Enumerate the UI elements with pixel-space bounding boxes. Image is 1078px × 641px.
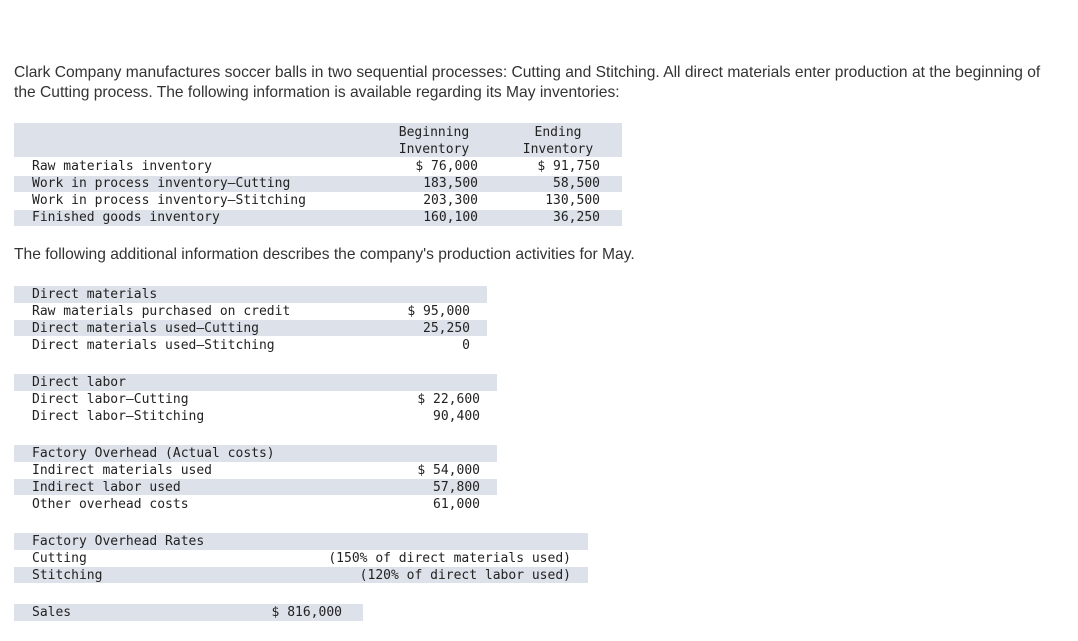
factory-overhead-row-label: Indirect materials used — [32, 463, 213, 478]
direct-labor-row-value: 90,400 — [433, 409, 480, 424]
inventory-row-ending: $ 91,750 — [537, 159, 600, 174]
direct-materials-row-label: Direct materials used—Cutting — [32, 321, 259, 336]
ending-header-line1: Ending — [534, 125, 582, 140]
direct-materials-heading: Direct materials — [32, 287, 158, 302]
overhead-rates-row-value: (120% of direct labor used) — [359, 568, 571, 583]
ending-header-line2: Inventory — [522, 142, 594, 157]
direct-labor-row-label: Direct labor—Stitching — [32, 409, 205, 424]
beginning-header-line1: Beginning — [398, 125, 470, 140]
inventory-row-ending: 58,500 — [553, 176, 600, 191]
direct-materials-row-value: 0 — [462, 338, 470, 353]
inventory-row-label: Work in process inventory—Cutting — [32, 176, 291, 191]
inventory-row-beginning: 160,100 — [423, 210, 478, 225]
beginning-header-line2: Inventory — [398, 142, 470, 157]
factory-overhead-heading: Factory Overhead (Actual costs) — [32, 446, 275, 461]
overhead-rates-row-label: Cutting — [32, 551, 87, 566]
inventory-row-label: Work in process inventory—Stitching — [32, 193, 306, 208]
inventory-row-beginning: 183,500 — [423, 176, 478, 191]
direct-labor-heading: Direct labor — [32, 375, 126, 390]
direct-materials-row-value: $ 95,000 — [407, 304, 470, 319]
inventory-row-beginning: 203,300 — [423, 193, 478, 208]
factory-overhead-row-label: Indirect labor used — [32, 480, 181, 495]
factory-overhead-row-value: 61,000 — [433, 497, 480, 512]
direct-labor-row-value: $ 22,600 — [417, 392, 480, 407]
inventory-row-ending: 130,500 — [545, 193, 600, 208]
overhead-rates-row-label: Stitching — [32, 568, 103, 583]
additional-info-paragraph: The following additional information describes the company's production activities for May. — [14, 246, 635, 263]
inventory-row-beginning: $ 76,000 — [415, 159, 478, 174]
overhead-rates-row-value: (150% of direct materials used) — [328, 551, 571, 566]
inventory-row-label: Finished goods inventory — [32, 210, 220, 225]
sales-label: Sales — [32, 605, 72, 620]
inventory-row-ending: 36,250 — [553, 210, 600, 225]
direct-materials-row-label: Direct materials used—Stitching — [32, 338, 275, 353]
inventory-row-label: Raw materials inventory — [32, 159, 213, 174]
sales-value: $ 816,000 — [271, 605, 342, 620]
factory-overhead-row-label: Other overhead costs — [32, 497, 189, 512]
direct-materials-row-label: Raw materials purchased on credit — [32, 304, 291, 319]
direct-materials-row-value: 25,250 — [423, 321, 470, 336]
overhead-rates-heading: Factory Overhead Rates — [32, 534, 205, 549]
factory-overhead-row-value: 57,800 — [433, 480, 480, 495]
direct-labor-row-label: Direct labor—Cutting — [32, 392, 189, 407]
factory-overhead-row-value: $ 54,000 — [417, 463, 480, 478]
intro-paragraph: Clark Company manufactures soccer balls in two sequential processes: Cutting and Stitching. All direct materials enter production at the beginning of the Cutting process. The following information is available regarding its May inventories: — [14, 64, 1041, 101]
